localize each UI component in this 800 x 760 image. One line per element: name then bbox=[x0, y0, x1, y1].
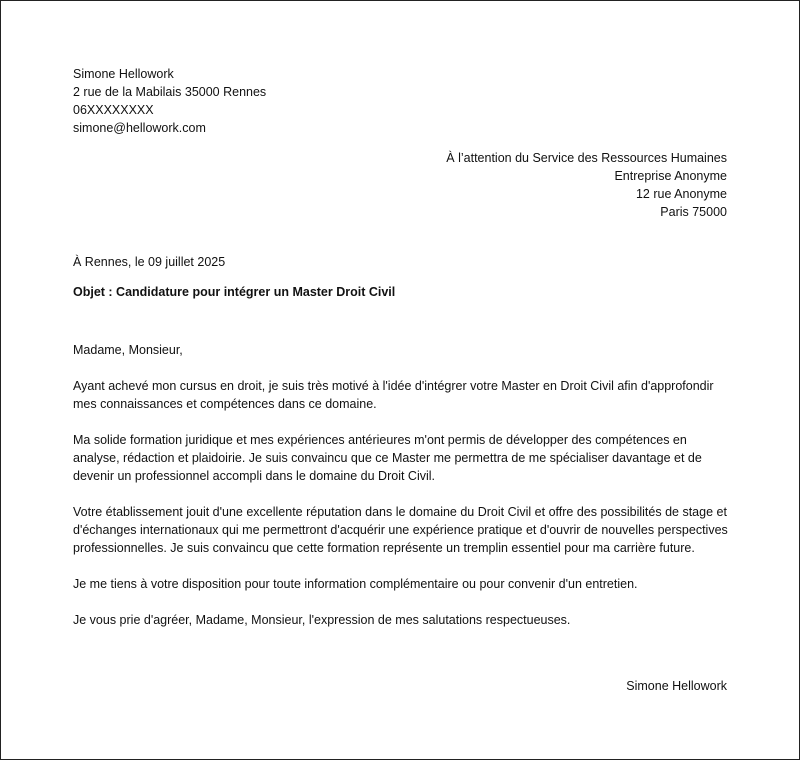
sender-phone: 06XXXXXXXX bbox=[73, 103, 154, 117]
recipient-block bbox=[446, 149, 727, 221]
paragraph-intro: Ayant achevé mon cursus en droit, je suis très motivé à l'idée d'intégrer votre Master en Droit Civil afin d'approfondir mes connaissances et compétences dans ce domaine. bbox=[73, 379, 714, 411]
recipient-company: Entreprise Anonyme bbox=[614, 169, 727, 183]
letter-date: À Rennes, le 09 juillet 2025 bbox=[73, 255, 226, 269]
sender-email: simone@hellowork.com bbox=[73, 121, 206, 135]
letter-body bbox=[73, 341, 729, 647]
sender-block bbox=[73, 65, 266, 137]
sender-address: 2 rue de la Mabilais 35000 Rennes bbox=[73, 85, 267, 99]
recipient-city: Paris 75000 bbox=[660, 205, 727, 219]
paragraph-skills: Ma solide formation juridique et mes expériences antérieures m'ont permis de développer des compétences en analyse, rédaction et plaidoirie. Je suis convaincu que ce Master me permettra de me spécialiser davantage et de devenir un professionnel accompli dans le domaine du Droit Civil. bbox=[73, 433, 702, 483]
paragraph-institution: Votre établissement jouit d'une excellente réputation dans le domaine du Droit Civil et offre des possibilités de stage et d'échanges internationaux qui me permettront d'acquérir une expérience pratique et d'ouvrir de nouvelles perspectives professionnelles. Je suis convaincu que cette formation représente un tremplin essentiel pour ma carrière future. bbox=[73, 505, 728, 555]
recipient-attention: À l’attention du Service des Ressources Humaines bbox=[446, 151, 727, 165]
paragraph-closing: Je vous prie d'agréer, Madame, Monsieur, l'expression de mes salutations respectueuses. bbox=[73, 613, 571, 627]
letter-subject: Objet : Candidature pour intégrer un Master Droit Civil bbox=[73, 285, 396, 299]
salutation: Madame, Monsieur, bbox=[73, 343, 183, 357]
recipient-street: 12 rue Anonyme bbox=[635, 187, 727, 201]
paragraph-availability: Je me tiens à votre disposition pour toute information complémentaire ou pour convenir d'un entretien. bbox=[73, 577, 638, 591]
sender-name: Simone Hellowork bbox=[73, 67, 174, 81]
signature: Simone Hellowork bbox=[626, 679, 727, 693]
